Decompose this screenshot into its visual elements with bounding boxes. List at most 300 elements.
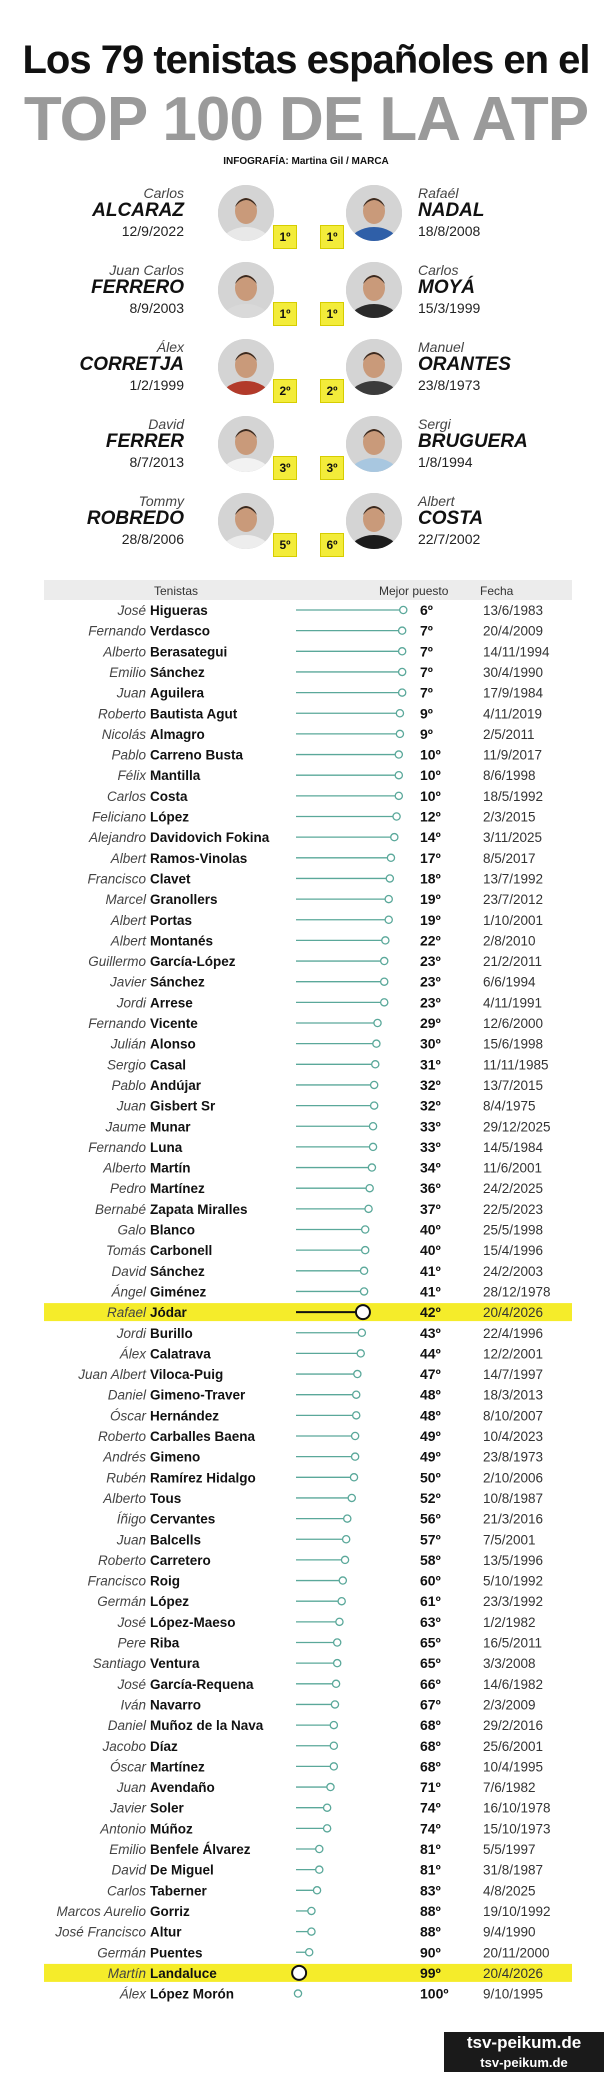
row-best-rank: 9º — [420, 725, 433, 742]
row-best-rank: 83º — [420, 1882, 441, 1899]
card-first-name: David — [148, 416, 184, 432]
rank-badge: 6º — [320, 533, 344, 557]
row-last-name: Gisbert Sr — [150, 1098, 216, 1114]
row-first-name: Jacobo — [102, 1738, 146, 1754]
row-first-name: Pere — [117, 1635, 146, 1651]
row-best-rank: 90º — [420, 1944, 441, 1961]
row-first-name: Daniel — [107, 1387, 146, 1403]
rank-badge: 2º — [273, 379, 297, 403]
card-date: 22/7/2002 — [418, 531, 481, 547]
row-last-name: García-López — [150, 954, 236, 970]
card-last-name: ROBREDO — [86, 508, 184, 529]
row-first-name: Jordi — [116, 1325, 146, 1341]
rank-dot — [381, 978, 388, 985]
row-first-name: Rafael — [106, 1305, 146, 1321]
row-last-name: Luna — [150, 1139, 183, 1155]
row-date: 3/3/2008 — [483, 1656, 536, 1672]
row-last-name: López — [150, 809, 189, 825]
row-last-name: Carretero — [150, 1552, 211, 1568]
row-first-name: Bernabé — [94, 1201, 146, 1217]
row-date: 13/7/2015 — [483, 1077, 544, 1093]
rank-dot — [338, 1598, 345, 1605]
rank-dot — [399, 648, 406, 655]
row-first-name: Pablo — [111, 747, 146, 763]
row-first-name: Francisco — [87, 1573, 146, 1589]
row-best-rank: 7º — [420, 643, 433, 660]
row-last-name: García-Requena — [150, 1676, 254, 1692]
row-first-name: Pablo — [111, 1077, 146, 1093]
row-first-name: Juan — [116, 1098, 146, 1114]
row-date: 20/4/2009 — [483, 623, 544, 639]
row-last-name: Sánchez — [150, 1263, 205, 1279]
row-best-rank: 18º — [420, 870, 441, 887]
rank-dot — [369, 1123, 376, 1130]
row-best-rank: 7º — [420, 663, 433, 680]
row-date: 24/2/2003 — [483, 1263, 544, 1279]
row-date: 9/4/1990 — [483, 1924, 536, 1940]
row-first-name: Roberto — [97, 706, 146, 722]
card-last-name: BRUGUERA — [418, 431, 528, 452]
card-first-name: Carlos — [418, 262, 459, 278]
row-first-name: Roberto — [97, 1429, 146, 1444]
row-first-name: Ángel — [111, 1284, 146, 1300]
row-first-name: Emilio — [109, 1842, 146, 1857]
watermark-sub: tsv-peikum.de — [444, 2054, 604, 2072]
row-last-name: Tous — [150, 1490, 182, 1506]
row-best-rank: 23º — [420, 994, 441, 1011]
row-last-name: Higueras — [150, 603, 208, 618]
row-date: 24/2/2025 — [483, 1181, 544, 1197]
rank-badge: 3º — [273, 456, 297, 480]
row-date: 28/12/1978 — [483, 1284, 551, 1300]
row-date: 1/2/1982 — [483, 1614, 536, 1630]
row-last-name: Taberner — [150, 1883, 207, 1899]
card-last-name: FERRER — [105, 431, 184, 452]
card-date: 23/8/1973 — [418, 377, 481, 393]
rank-dot — [368, 1164, 375, 1171]
row-date: 20/4/2026 — [483, 1305, 544, 1321]
row-first-name: Juan — [116, 1532, 146, 1548]
row-best-rank: 43º — [420, 1324, 441, 1341]
row-first-name: José — [117, 1614, 146, 1630]
row-date: 2/10/2006 — [483, 1470, 544, 1486]
row-last-name: Giménez — [150, 1284, 207, 1300]
row-first-name: Alberto — [103, 1490, 146, 1506]
row-last-name: Clavet — [150, 871, 191, 887]
row-date: 2/3/2009 — [483, 1697, 536, 1713]
card-date: 1/2/1999 — [129, 377, 184, 393]
row-last-name: Muñoz de la Nava — [150, 1718, 264, 1734]
row-date: 7/5/2001 — [483, 1532, 536, 1548]
rank-dot — [360, 1288, 367, 1295]
rank-dot — [330, 1742, 337, 1749]
row-first-name: Francisco — [87, 871, 146, 887]
row-first-name: Fernando — [88, 623, 146, 639]
rank-dot — [324, 1825, 331, 1832]
row-first-name: Jordi — [116, 995, 146, 1011]
card-last-name: COSTA — [418, 508, 484, 529]
row-best-rank: 81º — [420, 1861, 441, 1878]
rank-dot — [348, 1494, 355, 1501]
rank-dot — [344, 1515, 351, 1522]
row-last-name: Montanés — [150, 933, 214, 949]
row-date: 5/10/1992 — [483, 1573, 544, 1589]
row-last-name: Riba — [150, 1635, 180, 1651]
row-best-rank: 49º — [420, 1428, 441, 1444]
rank-dot — [395, 792, 402, 799]
row-last-name: Costa — [150, 788, 188, 804]
row-best-rank: 19º — [420, 891, 441, 908]
row-first-name: Julián — [110, 1036, 146, 1052]
row-last-name: Gorriz — [150, 1903, 190, 1919]
row-last-name: Múñoz — [150, 1821, 193, 1837]
rank-dot — [400, 606, 407, 613]
row-date: 8/6/1998 — [483, 768, 536, 784]
rank-dot — [306, 1949, 313, 1956]
row-best-rank: 47º — [420, 1366, 441, 1383]
rank-badge: 2º — [320, 379, 344, 403]
row-last-name: Cervantes — [150, 1511, 216, 1527]
rank-dot — [385, 916, 392, 923]
row-date: 21/2/2011 — [483, 954, 543, 970]
rank-dot — [362, 1226, 369, 1233]
row-best-rank: 71º — [420, 1779, 441, 1796]
row-best-rank: 32º — [420, 1097, 441, 1114]
row-date: 18/3/2013 — [483, 1387, 544, 1403]
row-date: 4/8/2025 — [483, 1883, 536, 1899]
row-first-name: Félix — [117, 768, 146, 784]
card-last-name: ORANTES — [418, 354, 511, 375]
card-first-name: Carlos — [143, 185, 184, 201]
row-last-name: Landaluce — [150, 1965, 217, 1981]
row-last-name: Viloca-Puig — [150, 1367, 224, 1383]
row-first-name: Albert — [110, 933, 146, 949]
row-last-name: Verdasco — [150, 623, 211, 639]
rank-dot — [362, 1247, 369, 1254]
row-best-rank: 36º — [420, 1180, 441, 1197]
row-first-name: Roberto — [97, 1552, 146, 1568]
row-date: 15/4/1996 — [483, 1243, 544, 1259]
card-first-name: Juan Carlos — [109, 262, 184, 278]
row-first-name: Santiago — [92, 1656, 146, 1672]
card-last-name: CORRETJA — [79, 354, 184, 375]
row-best-rank: 42º — [420, 1304, 441, 1321]
row-first-name: Juan — [116, 1780, 146, 1796]
row-first-name: Feliciano — [91, 809, 146, 825]
rank-dot — [396, 730, 403, 737]
rank-dot — [332, 1680, 339, 1687]
row-date: 15/6/1998 — [483, 1036, 544, 1052]
row-date: 13/7/1992 — [483, 871, 544, 887]
row-last-name: Ventura — [150, 1656, 200, 1672]
row-last-name: Blanco — [150, 1222, 196, 1238]
row-last-name: Bautista Agut — [150, 706, 238, 722]
rank-dot — [395, 772, 402, 779]
row-first-name: Alberto — [103, 1160, 146, 1176]
row-last-name: Calatrava — [150, 1346, 211, 1362]
row-best-rank: 33º — [420, 1138, 441, 1155]
row-best-rank: 41º — [420, 1283, 441, 1300]
row-date: 12/6/2000 — [483, 1016, 544, 1031]
rank-dot — [366, 1185, 373, 1192]
card-first-name: Manuel — [418, 339, 464, 355]
row-first-name: Andrés — [103, 1449, 146, 1465]
row-date: 25/5/1998 — [483, 1222, 544, 1238]
row-first-name: Óscar — [109, 1759, 146, 1775]
row-date: 30/4/1990 — [483, 664, 544, 680]
row-best-rank: 29º — [420, 1015, 441, 1031]
row-date: 22/5/2023 — [483, 1201, 544, 1217]
header-date: Fecha — [480, 584, 514, 598]
row-best-rank: 33º — [420, 1118, 441, 1135]
row-first-name: Álex — [119, 1346, 146, 1362]
card-date: 28/8/2006 — [121, 531, 184, 547]
row-best-rank: 57º — [420, 1531, 441, 1548]
rank-dot — [294, 1990, 301, 1997]
row-date: 10/4/2023 — [483, 1429, 544, 1444]
rank-dot — [371, 1102, 378, 1109]
rank-dot — [334, 1660, 341, 1667]
rank-dot — [327, 1783, 334, 1790]
row-best-rank: 63º — [420, 1613, 441, 1630]
rank-dot — [382, 937, 389, 944]
rank-dot — [324, 1804, 331, 1811]
row-best-rank: 40º — [420, 1221, 441, 1238]
row-best-rank: 22º — [420, 932, 441, 949]
row-last-name: Martín — [150, 1160, 191, 1176]
rank-dot — [308, 1928, 315, 1935]
row-first-name: Álex — [119, 1986, 146, 2002]
row-last-name: Carbonell — [150, 1243, 213, 1259]
rank-badge: 3º — [320, 456, 344, 480]
row-date: 4/11/2019 — [483, 706, 543, 722]
header-players: Tenistas — [154, 584, 199, 598]
row-last-name: Almagro — [150, 726, 205, 742]
row-date: 17/9/1984 — [483, 685, 544, 701]
rank-dot — [395, 751, 402, 758]
card-date: 15/3/1999 — [418, 300, 481, 316]
header-best-rank: Mejor puesto — [379, 584, 449, 598]
row-first-name: José — [117, 603, 146, 618]
row-date: 11/9/2017 — [483, 747, 543, 763]
rank-dot — [313, 1887, 320, 1894]
row-last-name: Benfele Álvarez — [150, 1842, 251, 1857]
card-first-name: Rafaél — [418, 185, 459, 201]
row-best-rank: 10º — [420, 746, 441, 763]
row-first-name: Marcos Aurelio — [56, 1903, 146, 1919]
row-date: 14/7/1997 — [483, 1367, 544, 1383]
row-best-rank: 40º — [420, 1242, 441, 1259]
row-best-rank: 52º — [420, 1489, 441, 1506]
row-last-name: Balcells — [150, 1532, 202, 1548]
rank-dot — [381, 999, 388, 1006]
row-last-name: Vicente — [150, 1016, 198, 1031]
row-last-name: Jódar — [150, 1305, 187, 1321]
row-first-name: Germán — [97, 1945, 146, 1961]
row-date: 1/10/2001 — [483, 912, 544, 928]
row-last-name: De Miguel — [150, 1862, 214, 1878]
row-first-name: Juan Albert — [78, 1367, 146, 1383]
card-last-name: NADAL — [418, 200, 485, 221]
row-best-rank: 48º — [420, 1407, 441, 1424]
title-line-2: TOP 100 DE LA ATP — [23, 85, 589, 154]
row-first-name: Óscar — [109, 1408, 146, 1424]
row-date: 18/5/1992 — [483, 788, 544, 804]
row-best-rank: 50º — [420, 1469, 441, 1486]
row-best-rank: 10º — [420, 767, 441, 784]
row-first-name: José Francisco — [55, 1924, 146, 1940]
row-last-name: Avendaño — [150, 1780, 215, 1796]
row-date: 15/10/1973 — [483, 1821, 551, 1837]
row-date: 6/6/1994 — [483, 974, 536, 990]
row-date: 29/12/2025 — [483, 1119, 551, 1135]
row-date: 3/11/2025 — [483, 830, 543, 846]
row-best-rank: 68º — [420, 1758, 441, 1775]
row-first-name: David — [111, 1263, 146, 1279]
row-last-name: López — [150, 1594, 189, 1610]
row-first-name: Rubén — [106, 1470, 146, 1486]
row-best-rank: 65º — [420, 1655, 441, 1672]
row-best-rank: 99º — [420, 1964, 441, 1981]
row-best-rank: 65º — [420, 1634, 441, 1651]
row-date: 16/5/2011 — [483, 1635, 543, 1651]
row-last-name: Gimeno-Traver — [150, 1387, 246, 1403]
row-first-name: Íñigo — [116, 1511, 146, 1527]
row-last-name: Sánchez — [150, 974, 205, 990]
row-first-name: José — [117, 1676, 146, 1692]
row-first-name: Fernando — [88, 1139, 146, 1155]
row-last-name: Andújar — [150, 1077, 202, 1093]
row-best-rank: 37º — [420, 1200, 441, 1217]
rank-dot — [373, 1040, 380, 1047]
card-first-name: Sergi — [418, 416, 451, 432]
row-best-rank: 61º — [420, 1593, 441, 1610]
row-best-rank: 60º — [420, 1572, 441, 1589]
card-first-name: Albert — [418, 493, 455, 509]
rank-dot — [391, 834, 398, 841]
rank-dot — [353, 1391, 360, 1398]
row-best-rank: 23º — [420, 953, 441, 970]
rank-dot — [386, 875, 393, 882]
row-last-name: Altur — [150, 1924, 182, 1940]
row-date: 19/10/1992 — [483, 1903, 551, 1919]
row-best-rank: 34º — [420, 1159, 441, 1176]
row-last-name: Carreno Busta — [150, 747, 244, 763]
card-first-name: Tommy — [138, 493, 184, 509]
rank-badge: 1º — [273, 225, 297, 249]
row-last-name: Granollers — [150, 892, 218, 908]
row-date: 20/11/2000 — [483, 1945, 550, 1961]
row-first-name: Fernando — [88, 1016, 146, 1031]
row-last-name: Roig — [150, 1573, 180, 1589]
rank-dot — [369, 1143, 376, 1150]
rank-dot — [393, 813, 400, 820]
row-date: 11/6/2001 — [483, 1160, 543, 1176]
row-date: 23/7/2012 — [483, 892, 544, 908]
row-date: 13/6/1983 — [483, 603, 544, 618]
row-date: 14/6/1982 — [483, 1676, 544, 1692]
row-last-name: Sánchez — [150, 664, 205, 680]
row-best-rank: 68º — [420, 1737, 441, 1754]
credit: INFOGRAFÍA: Martina Gil / MARCA — [223, 156, 389, 167]
row-first-name: Jaume — [105, 1119, 146, 1135]
row-last-name: Puentes — [150, 1945, 203, 1961]
row-date: 22/4/1996 — [483, 1325, 544, 1341]
rank-dot — [334, 1639, 341, 1646]
rank-dot — [350, 1474, 357, 1481]
row-best-rank: 100º — [420, 1985, 449, 2002]
row-first-name: Tomás — [105, 1243, 146, 1259]
row-best-rank: 48º — [420, 1386, 441, 1403]
row-last-name: Casal — [150, 1057, 187, 1073]
row-last-name: López-Maeso — [150, 1614, 236, 1630]
rank-dot — [336, 1618, 343, 1625]
rank-dot — [292, 1966, 306, 1980]
row-first-name: Antonio — [100, 1821, 146, 1837]
rank-dot — [352, 1453, 359, 1460]
row-best-rank: 68º — [420, 1717, 441, 1734]
row-date: 11/11/1985 — [483, 1057, 549, 1073]
row-last-name: Munar — [150, 1119, 191, 1135]
row-date: 7/6/1982 — [483, 1780, 536, 1796]
row-first-name: Carlos — [106, 1883, 146, 1899]
row-first-name: Martín — [107, 1965, 146, 1981]
row-last-name: Ramos-Vinolas — [150, 850, 248, 866]
rank-dot — [330, 1763, 337, 1770]
row-last-name: Davidovich Fokina — [150, 830, 270, 846]
row-date: 2/3/2015 — [483, 809, 536, 825]
row-date: 8/5/2017 — [483, 850, 536, 866]
row-best-rank: 30º — [420, 1035, 441, 1052]
rank-dot — [343, 1536, 350, 1543]
row-best-rank: 23º — [420, 973, 441, 990]
rank-badge: 1º — [320, 225, 344, 249]
row-last-name: Martínez — [150, 1181, 205, 1197]
row-date: 8/10/2007 — [483, 1408, 544, 1424]
row-best-rank: 81º — [420, 1841, 441, 1857]
row-best-rank: 44º — [420, 1345, 441, 1362]
row-first-name: Juan — [116, 685, 146, 701]
row-first-name: Germán — [97, 1594, 146, 1610]
row-last-name: Soler — [150, 1800, 184, 1816]
card-date: 8/7/2013 — [129, 454, 184, 470]
rank-dot — [353, 1412, 360, 1419]
card-date: 18/8/2008 — [418, 223, 481, 239]
row-first-name: Albert — [110, 850, 146, 866]
row-best-rank: 10º — [420, 787, 441, 804]
row-last-name: Martínez — [150, 1759, 205, 1775]
row-first-name: Pedro — [109, 1181, 146, 1197]
rank-dot — [371, 1081, 378, 1088]
row-last-name: Carballes Baena — [150, 1429, 256, 1444]
card-last-name: ALCARAZ — [92, 200, 184, 221]
row-last-name: Zapata Miralles — [150, 1201, 248, 1217]
row-first-name: Carlos — [106, 788, 146, 804]
row-best-rank: 58º — [420, 1551, 441, 1568]
row-best-rank: 74º — [420, 1799, 441, 1816]
row-best-rank: 56º — [420, 1510, 441, 1527]
title-line-1: Los 79 tenistas españoles en el — [22, 38, 590, 82]
row-date: 12/2/2001 — [483, 1346, 544, 1362]
card-first-name: Álex — [156, 339, 184, 355]
row-best-rank: 32º — [420, 1076, 441, 1093]
row-first-name: Javier — [109, 1800, 146, 1816]
row-last-name: Ramírez Hidalgo — [150, 1470, 256, 1486]
row-first-name: Albert — [110, 912, 146, 928]
row-date: 10/8/1987 — [483, 1490, 544, 1506]
row-first-name: Nicolás — [101, 726, 146, 742]
rank-dot — [372, 1061, 379, 1068]
